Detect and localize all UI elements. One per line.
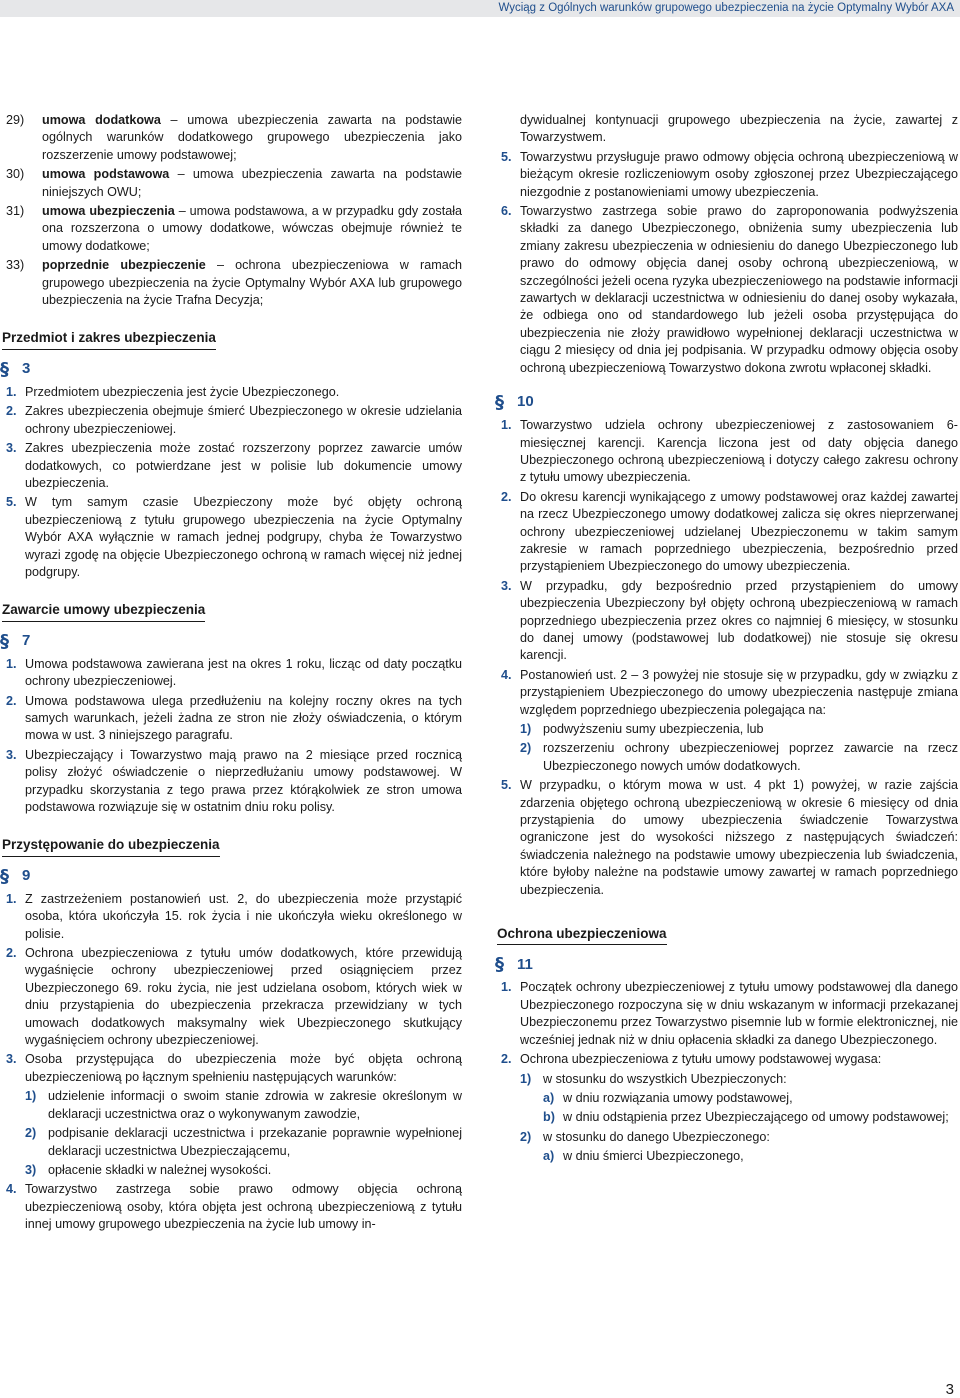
left-column xyxy=(0,112,463,1236)
paragraph-marker: § 7 xyxy=(0,631,31,650)
paragraph-marker: § 9 xyxy=(0,866,31,885)
list-item: 2. Zakres ubezpieczenia obejmuje śmierć Ubezpieczonego w okresie udzielania ochrony ubezpieczeniowej. xyxy=(6,404,462,436)
list-item: 4. Postanowień ust. 2 – 3 powyżej nie stosuje się w przypadku, gdy w związku z przystąpieniem Ubezpieczonego do umowy ubezpieczenia następuje zmiana względem poprzedniego ubezpieczenia polegająca na: xyxy=(501,667,958,717)
list-item: 3. Zakres ubezpieczenia może zostać rozszerzony poprzez zawarcie umów dodatkowych, co potwierdzane jest w polisie lub dokumencie umowy ubezpieczenia. xyxy=(6,441,462,490)
page-number: 3 xyxy=(945,1381,954,1398)
list-item: 5. Towarzystwu przysługuje prawo odmowy objęcia ochroną ubezpieczeniową w bieżącym okresie rozliczeniowym osoby zgłoszonej przez Ubezpieczającego niezgodnie z postanowieniami umowy ubezpieczenia. xyxy=(501,149,958,199)
definition-item: 31) umowa ubezpieczenia – umowa podstawowa, a w przypadku gdy została ona rozszerzona o umowy dodatkowe, wówczas obejmuje również te umowy dodatkowe; xyxy=(6,204,462,253)
list-item: 1. Z zastrzeżeniem postanowień ust. 2, do ubezpieczenia może przystąpić osoba, która ukończyła 15. rok życia i nie ukończyła wieku określonego w polisie. xyxy=(6,891,462,941)
list-item: 1. Przedmiotem ubezpieczenia jest życie Ubezpieczonego. xyxy=(6,384,340,399)
paragraph-marker: § 10 xyxy=(495,393,534,412)
definition-term: umowa podstawowa xyxy=(42,167,170,182)
definition-term: umowa dodatkowa xyxy=(42,113,161,127)
list-item: 1. Umowa podstawowa zawierana jest na okres 1 roku, licząc od daty początku ochrony ubezpieczeniowej. xyxy=(6,656,462,689)
definition-item: 30) umowa podstawowa – umowa ubezpieczenia zawarta na podstawie niniejszych OWU; xyxy=(6,167,463,199)
definition-term: poprzednie ubezpieczenie xyxy=(42,258,206,273)
section-items xyxy=(501,112,958,377)
section-items xyxy=(501,979,958,1165)
list-item: 4. Towarzystwo zastrzega sobie prawo odmowy objęcia ochroną ubezpieczeniową osoby, która objęta jest ochroną ubezpieczeniową z tytułu innej umowy grupowego ubezpieczenia na życie lub umowy in- xyxy=(6,1182,462,1232)
sub-sub-item: a) w dniu śmierci Ubezpieczonego, xyxy=(543,1149,744,1164)
list-item: 1. Początek ochrony ubezpieczeniowej z tytułu umowy podstawowej dla danego Ubezpieczonego rozpoczyna się w dniu wskazanym w informacji przekazanej Ubezpieczonemu przez Towarzystwo pisemnie lub w formie elektronicznej, nie wcześniej jednak niż w dniu opłacenia składki za danego Ubezpieczonego. xyxy=(501,980,958,1047)
sub-sub-item: b) w dniu odstąpienia przez Ubezpieczającego od umowy podstawowej; xyxy=(543,1110,949,1125)
list-item: 3. W przypadku, gdy bezpośrednio przed przystąpieniem do umowy ubezpieczenia Ubezpieczony był objęty ochroną ubezpieczeniową w ramach poprzedniego ubezpieczenia przez okres co najmniej 6 miesięcy, w stosunku do danej umowy (podstawowej lub dodatkowej) nie stosuje się okresu karencji. xyxy=(501,578,958,663)
sub-item: 2) w stosunku do danego Ubezpieczonego: xyxy=(520,1129,770,1144)
definition-term: umowa ubezpieczenia xyxy=(42,204,175,219)
section-heading: Przedmiot i zakres ubezpieczenia xyxy=(2,329,216,349)
sub-item: 1) w stosunku do wszystkich Ubezpieczonych: xyxy=(520,1071,787,1086)
section-heading: Przystępowanie do ubezpieczenia xyxy=(2,836,220,856)
svg-text:§: § xyxy=(0,631,9,650)
svg-text:§: § xyxy=(495,955,504,974)
continuation-text: dywidualnej kontynuacji grupowego ubezpieczenia na życie, zawartej z Towarzystwem. xyxy=(520,113,958,145)
list-item: 5. W przypadku, o którym mowa w ust. 4 pkt 1) powyżej, w razie zajścia zdarzenia objętego ochroną ubezpieczeniową w okresie 6 miesięcy od dnia przystąpienia do umowy ubezpieczenia świadczenie Towarzystwa ograniczone jest do wysokości niższego z następujących świadczeń: świadczenia należnego na podstawie umowy ubezpieczenia lub świadczenia, które byłoby należne na podstawie umowy zawartej w ramach poprzedniego ubezpieczenia. xyxy=(501,778,958,897)
list-item: 2. Umowa podstawowa ulega przedłużeniu na kolejny roczny okres na tych samych warunkach, jeżeli żadna ze stron nie złoży oświadczenia, o którym mowa w ust. 3 niniejszego paragrafu. xyxy=(6,693,462,743)
svg-text:§: § xyxy=(0,359,9,378)
sub-item: 2) rozszerzeniu ochrony ubezpieczeniowej poprzez zawarcie na rzecz Ubezpieczonego nowych umów dodatkowych. xyxy=(520,741,958,773)
running-header: Wyciąg z Ogólnych warunków grupowego ubezpieczenia na życie Optymalny Wybór AXA xyxy=(0,0,960,17)
list-item: 1. Towarzystwo udziela ochrony ubezpieczeniowej z zastosowaniem 6-miesięcznej karencji. Karencja liczona jest od daty objęcia danego Ubezpieczonego ochroną ubezpieczeniową i dotyczy całego zakresu ochrony z tytułu umowy ubezpieczenia. xyxy=(501,418,958,485)
list-item: 5. W tym samym czasie Ubezpieczony może być objęty ochroną ubezpieczeniową z tytułu grupowego ubezpieczenia na życie Optymalny Wybór AXA wyłącznie w ramach jednej podgrupy, chyba że Towarzystwo wyrazi zgodę na objęcie Ubezpieczonego ochroną w ramach więcej niż jednej podgrupy. xyxy=(6,495,462,579)
svg-text:§: § xyxy=(0,866,9,885)
section-sign-icon xyxy=(495,955,511,973)
sub-item: 1) udzielenie informacji o swoim stanie zdrowia w zakresie określonym w deklaracji uczestnictwa oraz o wykonywanym zawodzie, xyxy=(25,1089,462,1121)
paragraph-marker: § 3 xyxy=(0,359,31,378)
section-sign-icon xyxy=(0,632,16,650)
list-item: 2. Ochrona ubezpieczeniowa z tytułu umów dodatkowych, które przewidują wygaśnięcie ochrony ubezpieczeniowej przed osiągnięciem przez Ubezpieczonego 69. roku życia, nie jest udzielana osobom, których wiek w dniu przystąpienia do ubezpieczenia przekracza przewidziany w tych umowach dodatkowych maksymalny wiek Ubezpieczonego skutkujący wygaśnięciem ochrony ubezpieczeniowej. xyxy=(6,946,462,1048)
section-heading: Ochrona ubezpieczeniowa xyxy=(497,925,667,945)
section-heading: Zawarcie umowy ubezpieczenia xyxy=(2,601,205,621)
definition-item: 33) poprzednie ubezpieczenie – ochrona ubezpieczeniowa w ramach grupowego ubezpieczenia na życie Optymalny Wybór AXA lub grupowego ubezpieczenia na życie Trafna Decyzja; xyxy=(6,258,462,308)
section-items xyxy=(6,656,462,817)
sub-item: 1) podwyższeniu sumy ubezpieczenia, lub xyxy=(520,722,764,736)
sub-item: 3) opłacenie składki w należnej wysokości. xyxy=(25,1162,272,1177)
paragraph-marker: § 11 xyxy=(495,955,533,974)
section-items xyxy=(501,417,958,899)
list-item: 3. Ubezpieczający i Towarzystwo mają prawo na 2 miesiące przed rocznicą polisy złożyć oświadczenie o nieprzedłużaniu umowy podstawowej. W przypadku skorzystania z tego prawa przez którąkolwiek ze stron umowa podstawowa rozwiązuje się w ostatnim dniu roku polisy. xyxy=(6,747,462,814)
list-item: 6. Towarzystwo zastrzega sobie prawo do zaproponowania podwyższenia składki za danego Ubezpieczonego, obniżenia sumy ubezpieczenia lub zmiany zakresu ubezpieczenia w odniesieniu do danego Ubezpieczonego lub prawo do odmowy objęcia danej osoby ochroną ubezpieczeniową, w szczególności jeżeli ocena ryzyka ubezpieczeniowego na podstawie informacji zawartych w deklaracji uczestnictwa w odniesieniu do danej osoby wykazała, że odbiega ono od standardowego lub jeżeli osoba przystępująca do ubezpieczenia nie złoży prawidłowo wypełnionej deklaracji uczestnictwa w ciągu 2 miesięcy od dnia jej podpisania. W przypadku odmowy objęcia osoby ochroną ubezpieczeniową Towarzystwo dokona zwrotu wpłaconej składki. xyxy=(501,204,958,375)
list-item: 2. Ochrona ubezpieczeniowa z tytułu umowy podstawowej wygasa: xyxy=(501,1052,882,1067)
list-item: 2. Do okresu karencji wynikającego z umowy podstawowej oraz każdej zawartej na rzecz Ubezpieczonego umowy dodatkowej zalicza się okres nieprzerwanej ochrony ubezpieczeniowej udzielanej Ubezpieczonemu w takim samym zakresie w ramach poprzedniego ubezpieczenia, bezpośrednio przed przystąpieniem Ubezpieczonego do umowy ubezpieczenia. xyxy=(501,489,958,574)
right-column xyxy=(495,112,958,1168)
svg-text:§: § xyxy=(495,393,504,412)
sub-item: 2) podpisanie deklaracji uczestnictwa i przekazanie poprawnie wypełnionej deklaracji uczestnictwa Ubezpieczającemu, xyxy=(25,1126,462,1158)
section-sign-icon xyxy=(0,867,16,885)
definitions-list xyxy=(6,112,462,309)
section-items xyxy=(6,891,462,1234)
section-sign-icon xyxy=(0,360,16,378)
section-sign-icon xyxy=(495,393,511,411)
sub-sub-item: a) w dniu rozwiązania umowy podstawowej, xyxy=(543,1090,793,1105)
section-items xyxy=(6,384,462,581)
definition-item: 29) umowa dodatkowa – umowa ubezpieczenia zawarta na podstawie ogólnych warunków dodatkowego grupowego ubezpieczenia jako rozszerzenie umowy podstawowej; xyxy=(6,113,462,162)
list-item: 3. Osoba przystępująca do ubezpieczenia może być objęta ochroną ubezpieczeniową po łącznym spełnieniu następujących warunków: xyxy=(6,1052,462,1084)
